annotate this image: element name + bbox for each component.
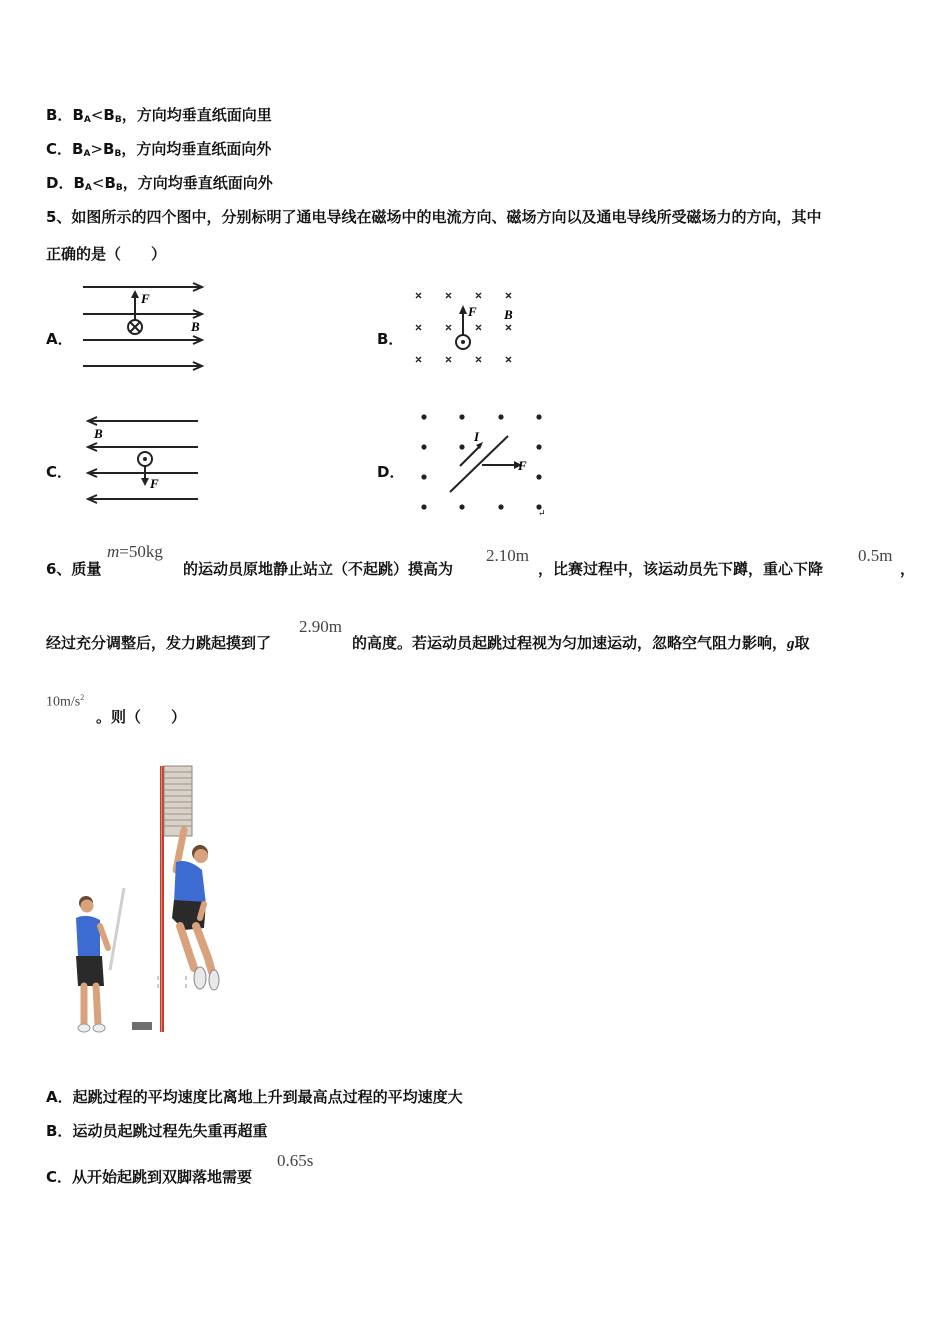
option-letter: B． [46,1122,73,1140]
force-label: F [150,476,159,491]
option-text: ，方向均垂直纸面向外 [121,140,272,158]
q5-figure-b [408,286,528,370]
q6-gravity-value [46,693,84,711]
force-label: F [141,291,150,306]
q5-option-b-label: B． [377,330,404,348]
q5-stem-line2: 正确的是（ ） [46,245,167,263]
q5-stem-line1: 5、如图所示的四个图中，分别标明了通电导线在磁场中的电流方向、磁场方向以及通电导线所受磁场力的方向，其中 [46,208,822,226]
option-letter: C． [46,1168,73,1186]
b-symbol: B [104,174,116,192]
q5-figure-c [84,414,202,506]
q6-stem-p8: 。则（ ） [96,708,187,726]
q5-option-c-label: C． [46,463,73,481]
q6-jump-height: 2.90m [299,617,342,636]
q6-stem-p3: ，比赛过程中，该运动员先下蹲，重心下降 [538,560,824,578]
jumping-athlete [172,830,219,990]
q6-stem-p5: 经过充分调整后，发力跳起摸到了 [46,634,272,652]
subscript: B [115,183,123,193]
b-symbol: B [72,140,84,158]
option-text: 从开始起跳到双脚落地需要 [72,1168,253,1186]
stem-text: 的高度。若运动员起跳过程视为匀加速运动，忽略空气阻力影响， [352,634,788,652]
q6-option-c [46,1166,252,1187]
q5-figure-d [412,408,554,518]
q6-stem-p6 [352,632,810,653]
option-text: ，方向均垂直纸面向外 [122,174,273,192]
b-symbol: B [73,174,85,192]
option-letter: A． [46,1088,73,1106]
q6-stem-p1: 6、质量 [46,560,102,578]
option-text: 运动员起跳过程先失重再超重 [72,1122,268,1140]
q6-stem-p4: ， [900,560,916,578]
relation: < [90,106,104,124]
paragraph-mark: ↵ [538,508,546,518]
b-symbol: B [72,106,84,124]
q6-mass [107,542,163,562]
q4-option-b [46,104,272,125]
q5-figure-a [80,282,206,372]
current-label: I [474,429,480,444]
mass-var: m [107,542,120,561]
q6-height-stand: 2.10m [486,546,529,565]
gravity-var: g [787,636,795,652]
subscript: B [114,149,122,159]
field-label: B [504,307,513,322]
mass-value: =50kg [119,542,163,561]
option-letter: B． [46,106,73,124]
subscript: A [84,183,92,193]
q4-option-c [46,138,271,159]
relation: < [91,174,105,192]
q5-option-d-label: D． [377,463,405,481]
stem-text: 取 [794,634,810,652]
pole-base [132,1022,152,1030]
subscript: A [83,149,91,159]
option-text: 起跳过程的平均速度比离地上升到最高点过程的平均速度大 [72,1088,463,1106]
subscript: A [83,115,91,125]
relation: > [90,140,103,158]
q4-option-d [46,172,273,193]
q6-squat-drop: 0.5m [858,546,893,565]
force-label: F [468,304,477,319]
q6-option-b [46,1120,267,1141]
gravity-value: 10m/s [46,694,81,710]
measuring-vanes [164,766,192,836]
force-label: F [518,458,527,473]
field-label: B [191,319,200,334]
subscript: B [114,115,122,125]
q6-jump-photo [72,758,236,1034]
q6-option-a [46,1086,463,1107]
field-label: B [94,426,103,441]
q6-stem-p2: 的运动员原地静止站立（不起跳）摸高为 [183,560,454,578]
gravity-exponent: 2 [80,693,85,702]
option-letter: C． [46,140,73,158]
q5-option-a-label: A． [46,330,73,348]
option-letter: D． [46,174,74,192]
b-symbol: B [103,106,115,124]
standing-athlete [76,888,124,1032]
option-text: ，方向均垂直纸面向里 [121,106,272,124]
b-symbol: B [103,140,115,158]
q6-option-c-value: 0.65s [277,1151,314,1170]
